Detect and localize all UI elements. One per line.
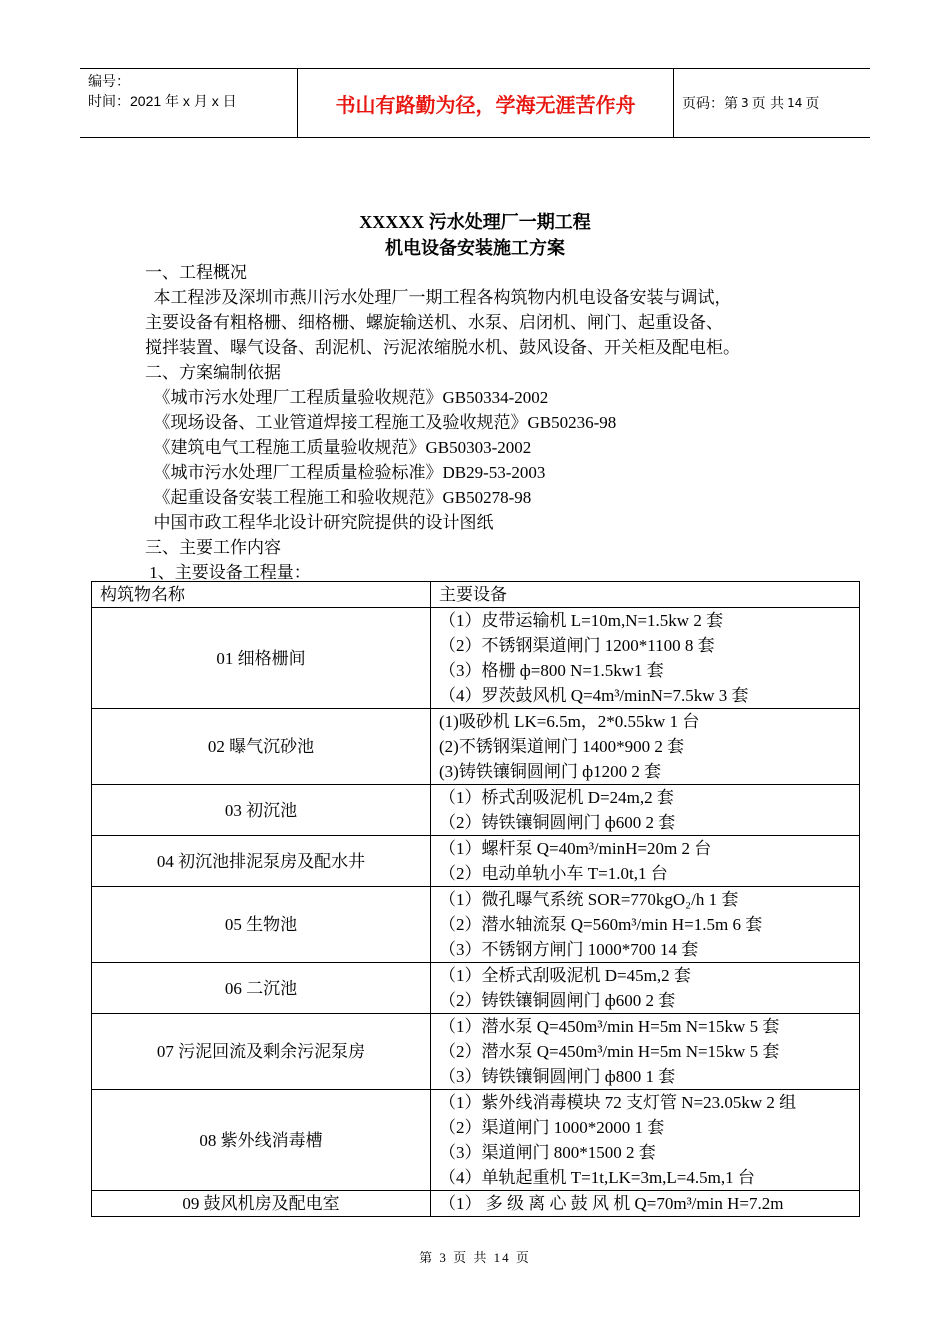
table-header-row	[92, 582, 860, 608]
body-line: 中国市政工程华北设计研究院提供的设计图纸	[145, 513, 494, 532]
equipment-cell	[431, 887, 860, 963]
number-label: 编号：	[88, 73, 130, 89]
document-subtitle: 机电设备安装施工方案	[385, 238, 565, 258]
structure-name-cell: 01 细格栅间	[92, 608, 431, 709]
equipment-item: （1）螺杆泵 Q=40m³/minH=20m 2 台	[439, 839, 712, 858]
equipment-item: （3）不锈钢方闸门 1000*700 14 套	[439, 940, 699, 959]
equipment-item: (2)不锈钢渠道闸门 1400*900 2 套	[439, 737, 685, 756]
body-line: 《城市污水处理厂工程质量验收规范》GB50334-2002	[145, 388, 549, 407]
body-line: 《城市污水处理厂工程质量检验标准》DB29-53-2003	[145, 463, 546, 482]
header-page-info	[674, 69, 870, 137]
equipment-cell	[431, 836, 860, 887]
table-body	[92, 608, 860, 1217]
body-line: 《建筑电气工程施工质量验收规范》GB50303-2002	[145, 438, 532, 457]
equipment-item: (3)铸铁镶铜圆闸门 ф1200 2 套	[439, 762, 662, 781]
equipment-item: （2）电动单轨小车 T=1.0t,1 台	[439, 864, 668, 883]
document-title: XXXXX 污水处理厂一期工程	[359, 212, 591, 232]
equipment-item: （1） 多 级 离 心 鼓 风 机 Q=70m³/min H=7.2m	[439, 1194, 784, 1213]
header-motto: 书山有路勤为径，学海无涯苦作舟	[298, 69, 674, 137]
table-row	[92, 1090, 860, 1191]
body-line: 二、方案编制依据	[145, 363, 281, 382]
equipment-item: （2）潜水泵 Q=450m³/min H=5m N=15kw 5 套	[439, 1042, 780, 1061]
equipment-item: （1）全桥式刮吸泥机 D=45m,2 套	[439, 966, 691, 985]
equipment-cell	[431, 709, 860, 785]
body-text	[145, 260, 845, 585]
page-label-a: 页码：第	[682, 96, 738, 112]
page-number: 3	[741, 96, 749, 110]
table-row	[92, 709, 860, 785]
equipment-item: （1）潜水泵 Q=450m³/min H=5m N=15kw 5 套	[439, 1017, 780, 1036]
equipment-cell	[431, 1014, 860, 1090]
table-row	[92, 1191, 860, 1217]
structure-name-cell: 07 污泥回流及剩余污泥泵房	[92, 1014, 431, 1090]
page-label-b: 页 共	[751, 96, 785, 112]
structure-name-cell: 03 初沉池	[92, 785, 431, 836]
header-main-equipment: 主要设备	[431, 582, 860, 608]
body-line: 主要设备有粗格栅、细格栅、螺旋输送机、水泵、启闭机、闸门、起重设备、	[145, 313, 723, 332]
structure-name-cell: 05 生物池	[92, 887, 431, 963]
equipment-item: （4）罗茨鼓风机 Q=4m³/minN=7.5kw 3 套	[439, 686, 749, 705]
body-line: 搅拌装置、曝气设备、刮泥机、污泥浓缩脱水机、鼓风设备、开关柜及配电柜。	[145, 338, 740, 357]
structure-name-cell: 04 初沉池排泥泵房及配水井	[92, 836, 431, 887]
page-label-c: 页	[805, 96, 820, 112]
equipment-item: （3）铸铁镶铜圆闸门 ф800 1 套	[439, 1067, 676, 1086]
table-row	[92, 963, 860, 1014]
equipment-cell	[431, 1090, 860, 1191]
page-footer: 第 3 页 共 14 页	[419, 1250, 531, 1265]
body-line: 本工程涉及深圳市燕川污水处理厂一期工程各构筑物内机电设备安装与调试，	[145, 288, 732, 307]
structure-name-cell: 09 鼓风机房及配电室	[92, 1191, 431, 1217]
header-structure-name: 构筑物名称	[92, 582, 431, 608]
table-row	[92, 887, 860, 963]
body-line: 《现场设备、工业管道焊接工程施工及验收规范》GB50236-98	[145, 413, 617, 432]
body-line: 《起重设备安装工程施工和验收规范》GB50278-98	[145, 488, 532, 507]
structure-name-cell: 08 紫外线消毒槽	[92, 1090, 431, 1191]
body-line: 一、工程概况	[145, 263, 247, 282]
equipment-item: （2）铸铁镶铜圆闸门 ф600 2 套	[439, 813, 676, 832]
page-total: 14	[787, 96, 803, 110]
equipment-item: （3）格栅 ф=800 N=1.5kw1 套	[439, 661, 664, 680]
header-meta	[80, 69, 298, 137]
table-row	[92, 785, 860, 836]
equipment-item: （1）桥式刮吸泥机 D=24m,2 套	[439, 788, 674, 807]
equipment-item: （1）紫外线消毒模块 72 支灯管 N=23.05kw 2 组	[439, 1093, 797, 1112]
structure-name-cell: 06 二沉池	[92, 963, 431, 1014]
body-line: 三、主要工作内容	[145, 538, 281, 557]
equipment-item: （4）单轨起重机 T=1t,LK=3m,L=4.5m,1 台	[439, 1168, 755, 1187]
page-header	[80, 68, 870, 138]
table-row	[92, 608, 860, 709]
equipment-item: （2）渠道闸门 1000*2000 1 套	[439, 1118, 665, 1137]
equipment-cell	[431, 608, 860, 709]
equipment-table	[91, 581, 860, 1217]
equipment-cell	[431, 963, 860, 1014]
equipment-item: （1）微孔曝气系统 SOR=770kgO₂/h 1 套	[439, 890, 739, 909]
time-label: 时间：2021 年 x 月 x 日	[88, 93, 237, 109]
table-row	[92, 1014, 860, 1090]
equipment-cell	[431, 1191, 860, 1217]
equipment-item: （3）渠道闸门 800*1500 2 套	[439, 1143, 656, 1162]
equipment-cell	[431, 785, 860, 836]
structure-name-cell: 02 曝气沉砂池	[92, 709, 431, 785]
equipment-item: （2）铸铁镶铜圆闸门 ф600 2 套	[439, 991, 676, 1010]
equipment-item: （1）皮带运输机 L=10m,N=1.5kw 2 套	[439, 611, 724, 630]
body-line: 1、主要设备工程量：	[145, 563, 311, 582]
equipment-item: （2）不锈钢渠道闸门 1200*1100 8 套	[439, 636, 715, 655]
equipment-item: (1)吸砂机 LK=6.5m，2*0.55kw 1 台	[439, 712, 700, 731]
table-row	[92, 836, 860, 887]
equipment-item: （2）潜水轴流泵 Q=560m³/min H=1.5m 6 套	[439, 915, 763, 934]
